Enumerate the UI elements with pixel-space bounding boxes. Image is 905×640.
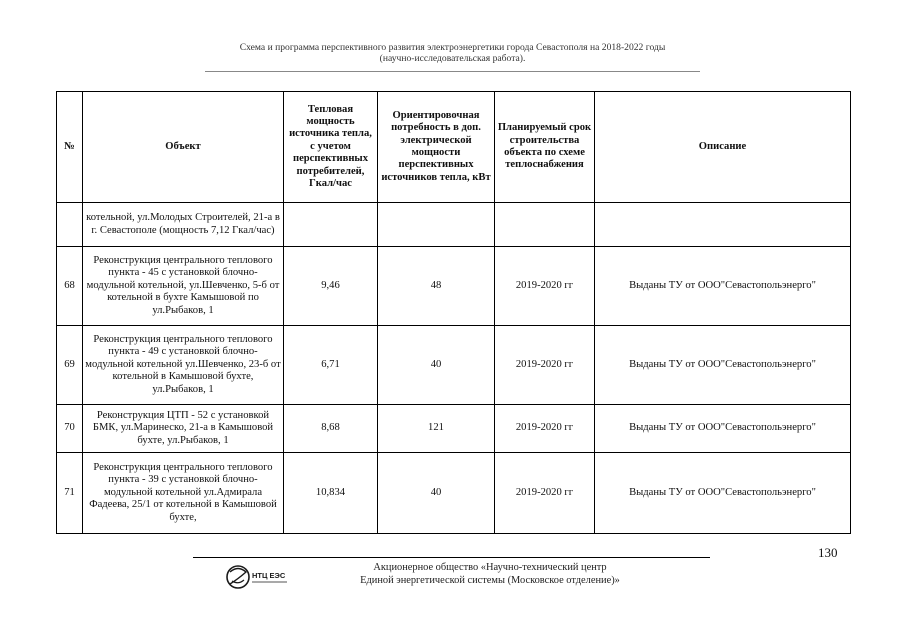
cell-description: Выданы ТУ от ООО"Севастопольэнерго" [595, 247, 851, 326]
logo-text: НТЦ ЕЭС [252, 571, 286, 580]
table-header-row [57, 92, 851, 203]
cell-power-demand: 40 [378, 326, 495, 405]
cell-object: Реконструкция центрального теплового пункта - 39 с установкой блочно-модульной котельной ул.Адмирала Фадеева, 25/1 от котельной в Камышовой бухте, [83, 453, 284, 534]
cell-description [595, 203, 851, 247]
cell-heat-capacity: 10,834 [284, 453, 378, 534]
column-header-power-demand: Ориентировочная потребность в доп. электрической мощности перспективных источников тепла, кВт [378, 92, 495, 203]
footer-divider [193, 557, 710, 558]
table-row [57, 405, 851, 453]
cell-number [57, 203, 83, 247]
data-table [56, 91, 851, 534]
cell-object: Реконструкция центрального теплового пункта - 49 с установкой блочно-модульной котельной ул.Шевченко, 23-б от котельной в Камышовой бухте, ул.Рыбаков, 1 [83, 326, 284, 405]
table-row [57, 247, 851, 326]
cell-description: Выданы ТУ от ООО"Севастопольэнерго" [595, 405, 851, 453]
cell-number: 70 [57, 405, 83, 453]
footer-line-2: Единой энергетической системы (Московское отделение)» [360, 574, 620, 586]
cell-heat-capacity: 9,46 [284, 247, 378, 326]
cell-number: 68 [57, 247, 83, 326]
table-row [57, 326, 851, 405]
cell-number: 71 [57, 453, 83, 534]
cell-object: Реконструкция центрального теплового пункта - 45 с установкой блочно-модульной котельной, ул.Шевченко, 5-б от котельной в бухте Камышовой по ул.Рыбаков, 1 [83, 247, 284, 326]
cell-construction-term: 2019-2020 гг [495, 405, 595, 453]
cell-construction-term: 2019-2020 гг [495, 326, 595, 405]
cell-power-demand: 40 [378, 453, 495, 534]
cell-heat-capacity: 8,68 [284, 405, 378, 453]
cell-heat-capacity [284, 203, 378, 247]
cell-construction-term: 2019-2020 гг [495, 453, 595, 534]
page-header [0, 42, 905, 64]
column-header-heat-capacity: Тепловая мощность источника тепла, с учетом перспективных потребителей, Гкал/час [284, 92, 378, 203]
column-header-construction-term: Планируемый срок строительства объекта по схеме теплоснабжения [495, 92, 595, 203]
cell-object: котельной, ул.Молодых Строителей, 21-а в г. Севастополе (мощность 7,12 Гкал/час) [83, 203, 284, 247]
column-header-object: Объект [83, 92, 284, 203]
footer-organization [300, 562, 680, 587]
cell-number: 69 [57, 326, 83, 405]
cell-power-demand [378, 203, 495, 247]
cell-object: Реконструкция ЦТП - 52 с установкой БМК, ул.Маринеско, 21-а в Камышовой бухте, ул.Рыбаков, 1 [83, 405, 284, 453]
ntc-ees-logo-icon [225, 563, 291, 591]
page-number: 130 [818, 545, 838, 560]
column-header-description: Описание [595, 92, 851, 203]
table-row [57, 453, 851, 534]
footer-line-1: Акционерное общество «Научно-технический центр [373, 562, 607, 573]
cell-heat-capacity: 6,71 [284, 326, 378, 405]
column-header-number: № [57, 92, 83, 203]
header-subtitle: (научно-исследовательская работа). [379, 53, 526, 64]
table-row [57, 203, 851, 247]
cell-description: Выданы ТУ от ООО"Севастопольэнерго" [595, 326, 851, 405]
header-title: Схема и программа перспективного развития электроэнергетики города Севастополя на 2018-2022 годы [239, 42, 666, 53]
cell-construction-term: 2019-2020 гг [495, 247, 595, 326]
cell-description: Выданы ТУ от ООО"Севастопольэнерго" [595, 453, 851, 534]
cell-power-demand: 48 [378, 247, 495, 326]
header-divider [205, 71, 700, 72]
cell-power-demand: 121 [378, 405, 495, 453]
cell-construction-term [495, 203, 595, 247]
